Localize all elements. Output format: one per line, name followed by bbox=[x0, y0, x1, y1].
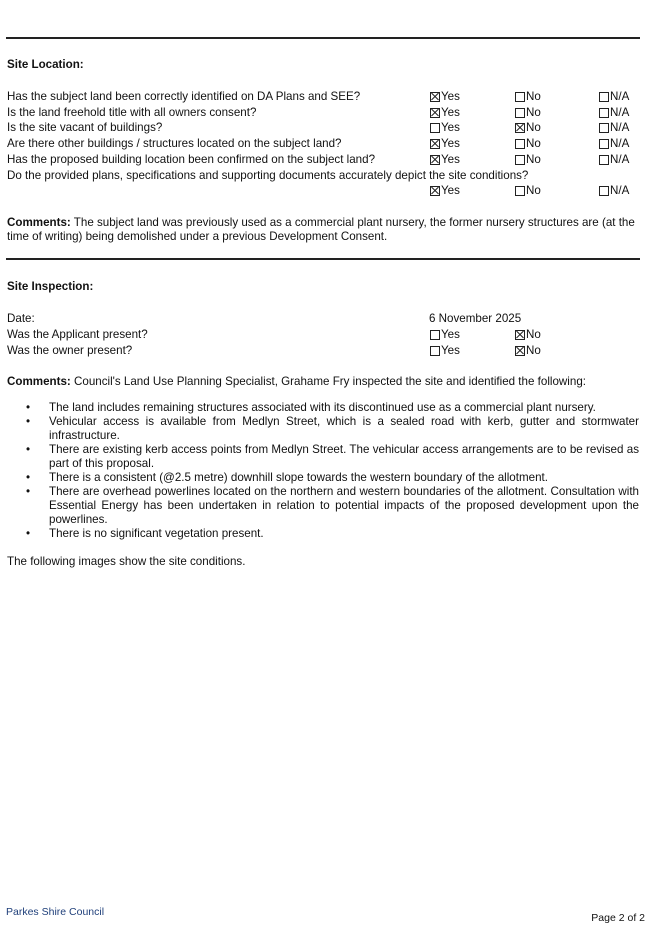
na-checkbox[interactable] bbox=[599, 92, 609, 102]
list-item-text: There are overhead powerlines located on the northern and western boundaries of the allotment. Consultation with Essential Energy has been undertaken in relation to potential impacts of the proposed development upon the powerlines. bbox=[49, 485, 639, 526]
question-text: Is the land freehold title with all owners consent? bbox=[7, 106, 257, 119]
site-location-comments bbox=[7, 216, 639, 244]
date-label: Date: bbox=[7, 312, 35, 325]
yes-checkbox[interactable] bbox=[430, 123, 440, 133]
no-option[interactable] bbox=[515, 328, 541, 341]
bullet-icon: • bbox=[26, 443, 31, 456]
no-checkbox[interactable] bbox=[515, 123, 525, 133]
page-number: Page 2 of 2 bbox=[591, 912, 645, 924]
no-label: No bbox=[526, 153, 541, 166]
na-option[interactable] bbox=[599, 121, 629, 134]
na-checkbox[interactable] bbox=[599, 155, 609, 165]
na-option[interactable] bbox=[599, 184, 629, 197]
list-item-text: The land includes remaining structures associated with its discontinued use as a commercial plant nursery. bbox=[49, 401, 596, 414]
no-option[interactable] bbox=[515, 137, 541, 150]
no-checkbox[interactable] bbox=[515, 108, 525, 118]
comments-text: Council's Land Use Planning Specialist, Grahame Fry inspected the site and identified the following: bbox=[70, 375, 586, 388]
no-option[interactable] bbox=[515, 184, 541, 197]
yes-checkbox[interactable] bbox=[430, 92, 440, 102]
yes-checkbox[interactable] bbox=[430, 108, 440, 118]
yes-option[interactable] bbox=[430, 153, 460, 166]
no-checkbox[interactable] bbox=[515, 92, 525, 102]
no-checkbox[interactable] bbox=[515, 330, 525, 340]
no-option[interactable] bbox=[515, 106, 541, 119]
bullet-icon: • bbox=[26, 401, 31, 414]
closing-text: The following images show the site conditions. bbox=[7, 555, 246, 568]
no-option[interactable] bbox=[515, 344, 541, 357]
comments-text: The subject land was previously used as a commercial plant nursery, the former nursery structures are (at the time of writing) being demolished under a previous Development Consent. bbox=[7, 216, 635, 243]
question-text: Was the Applicant present? bbox=[7, 328, 148, 341]
na-label: N/A bbox=[610, 106, 630, 119]
list-item-text: There is a consistent (@2.5 metre) downhill slope towards the western boundary of the allotment. bbox=[49, 471, 548, 484]
na-label: N/A bbox=[610, 121, 630, 134]
council-logo: Parkes Shire Council bbox=[6, 906, 105, 918]
no-label: No bbox=[526, 344, 541, 357]
na-label: N/A bbox=[610, 153, 630, 166]
question-text: Are there other buildings / structures located on the subject land? bbox=[7, 137, 342, 150]
yes-label: Yes bbox=[441, 328, 460, 341]
no-label: No bbox=[526, 106, 541, 119]
no-checkbox[interactable] bbox=[515, 139, 525, 149]
na-label: N/A bbox=[610, 184, 630, 197]
question-text: Do the provided plans, specifications and supporting documents accurately depict the site conditions? bbox=[7, 169, 529, 182]
question-text: Was the owner present? bbox=[7, 344, 133, 357]
list-item bbox=[7, 471, 639, 485]
na-option[interactable] bbox=[599, 106, 629, 119]
no-option[interactable] bbox=[515, 121, 541, 134]
top-rule bbox=[6, 37, 640, 39]
yes-label: Yes bbox=[441, 106, 460, 119]
site-inspection-heading: Site Inspection: bbox=[7, 280, 94, 293]
na-option[interactable] bbox=[599, 90, 629, 103]
list-item-text: Vehicular access is available from Medlyn Street, which is a sealed road with kerb, gutter and stormwater infrastructure. bbox=[49, 415, 639, 442]
bullet-icon: • bbox=[26, 485, 31, 498]
question-text: Has the proposed building location been confirmed on the subject land? bbox=[7, 153, 376, 166]
yes-checkbox[interactable] bbox=[430, 330, 440, 340]
yes-option[interactable] bbox=[430, 121, 460, 134]
yes-checkbox[interactable] bbox=[430, 186, 440, 196]
na-checkbox[interactable] bbox=[599, 139, 609, 149]
no-checkbox[interactable] bbox=[515, 346, 525, 356]
yes-label: Yes bbox=[441, 153, 460, 166]
yes-label: Yes bbox=[441, 121, 460, 134]
yes-label: Yes bbox=[441, 90, 460, 103]
question-text: Is the site vacant of buildings? bbox=[7, 121, 163, 134]
no-label: No bbox=[526, 184, 541, 197]
list-item bbox=[7, 401, 639, 415]
no-option[interactable] bbox=[515, 90, 541, 103]
list-item bbox=[7, 527, 639, 541]
yes-option[interactable] bbox=[430, 90, 460, 103]
na-option[interactable] bbox=[599, 137, 629, 150]
bullet-icon: • bbox=[26, 415, 31, 428]
yes-label: Yes bbox=[441, 184, 460, 197]
inspection-findings-list bbox=[7, 401, 639, 541]
na-label: N/A bbox=[610, 90, 630, 103]
yes-option[interactable] bbox=[430, 328, 460, 341]
no-label: No bbox=[526, 90, 541, 103]
no-label: No bbox=[526, 328, 541, 341]
comments-label: Comments: bbox=[7, 375, 71, 388]
na-option[interactable] bbox=[599, 153, 629, 166]
no-option[interactable] bbox=[515, 153, 541, 166]
comments-label: Comments: bbox=[7, 216, 71, 229]
bullet-icon: • bbox=[26, 527, 31, 540]
no-checkbox[interactable] bbox=[515, 186, 525, 196]
list-item bbox=[7, 443, 639, 471]
question-text: Has the subject land been correctly identified on DA Plans and SEE? bbox=[7, 90, 361, 103]
date-value: 6 November 2025 bbox=[429, 312, 522, 325]
no-label: No bbox=[526, 137, 541, 150]
yes-checkbox[interactable] bbox=[430, 346, 440, 356]
section-rule bbox=[6, 258, 640, 260]
yes-option[interactable] bbox=[430, 344, 460, 357]
list-item bbox=[7, 485, 639, 527]
yes-checkbox[interactable] bbox=[430, 155, 440, 165]
yes-option[interactable] bbox=[430, 137, 460, 150]
list-item-text: There is no significant vegetation present. bbox=[49, 527, 264, 540]
list-item bbox=[7, 415, 639, 443]
na-checkbox[interactable] bbox=[599, 186, 609, 196]
no-checkbox[interactable] bbox=[515, 155, 525, 165]
yes-option[interactable] bbox=[430, 106, 460, 119]
na-checkbox[interactable] bbox=[599, 123, 609, 133]
yes-label: Yes bbox=[441, 137, 460, 150]
yes-option[interactable] bbox=[430, 184, 460, 197]
site-inspection-comments bbox=[7, 375, 639, 389]
list-item-text: There are existing kerb access points from Medlyn Street. The vehicular access arrangements are to be revised as part of this proposal. bbox=[49, 443, 639, 470]
na-label: N/A bbox=[610, 137, 630, 150]
yes-checkbox[interactable] bbox=[430, 139, 440, 149]
bullet-icon: • bbox=[26, 471, 31, 484]
na-checkbox[interactable] bbox=[599, 108, 609, 118]
no-label: No bbox=[526, 121, 541, 134]
yes-label: Yes bbox=[441, 344, 460, 357]
site-location-heading: Site Location: bbox=[7, 58, 84, 71]
